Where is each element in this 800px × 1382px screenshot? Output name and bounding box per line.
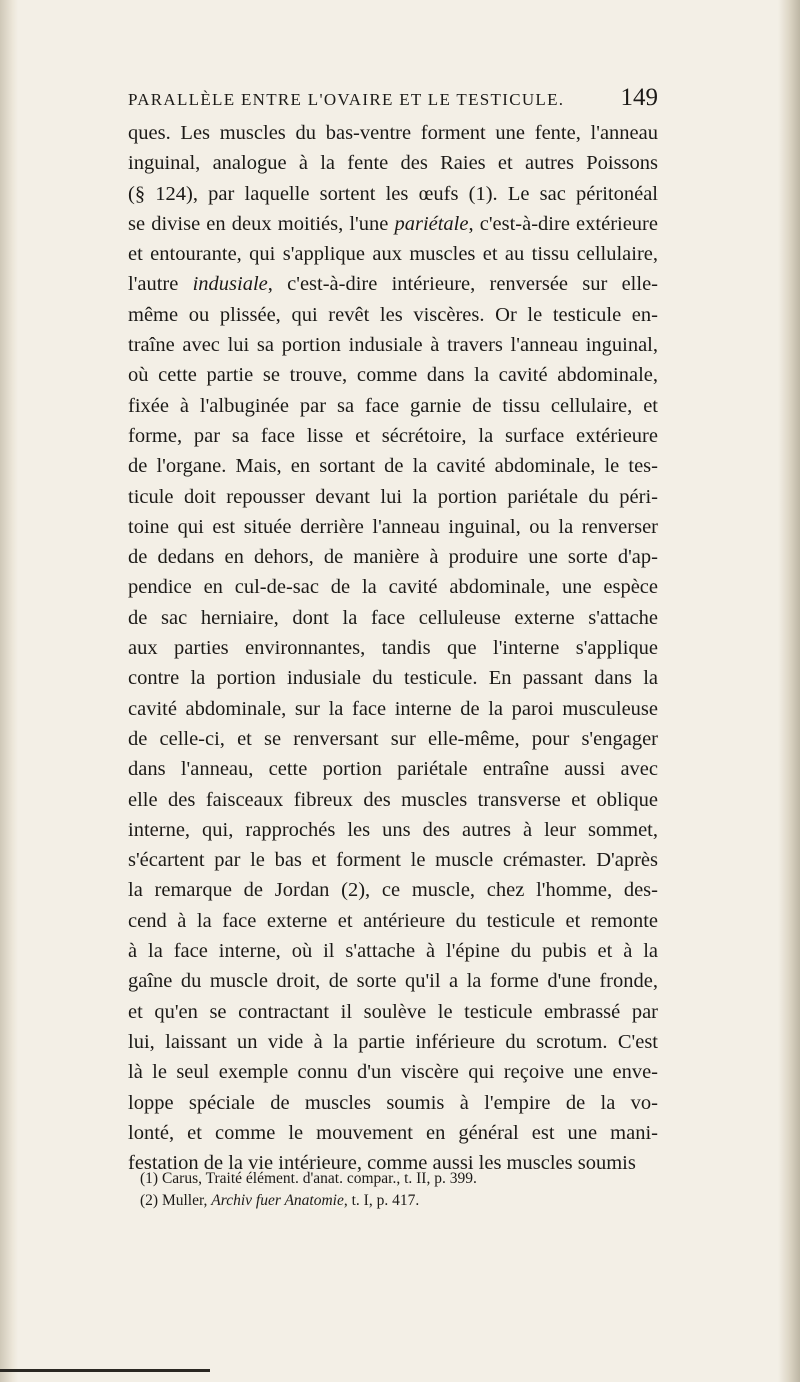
text-line-segment: et entourante, qui s'applique aux muscles et au tissu cellulaire, (128, 243, 658, 266)
text-line-segment: de l'organe. Mais, en sortant de la cavité abdominale, le tes- (128, 455, 658, 478)
text-line (128, 269, 658, 299)
text-line (128, 1027, 658, 1057)
text-line-segment: ques. Les muscles du bas-ventre forment une fente, l'anneau (128, 122, 658, 144)
text-line-segment: à la face interne, où il s'attache à l'épine du pubis et à la (128, 940, 658, 963)
text-line (128, 603, 658, 633)
text-line (128, 118, 658, 148)
text-line-segment: contre la portion indusiale du testicule. En passant dans la (128, 667, 658, 690)
text-line (128, 1057, 658, 1087)
text-line-segment: pariétale (394, 212, 469, 235)
text-line-segment: se divise en deux moitiés, l'une (128, 212, 395, 235)
text-line (128, 845, 658, 875)
text-line-segment: la remarque de Jordan (2), ce muscle, chez l'homme, des- (128, 879, 658, 902)
text-line-segment: lui, laissant un vide à la partie inférieure du scrotum. C'est (128, 1030, 658, 1053)
text-line (128, 633, 658, 663)
text-line (128, 300, 658, 330)
text-line (128, 997, 658, 1027)
text-line (128, 815, 658, 845)
text-line (128, 572, 658, 602)
text-line (128, 1088, 658, 1118)
text-line-segment: de dedans en dehors, de manière à produire une sorte d'ap- (128, 546, 658, 569)
text-line (128, 694, 658, 724)
text-line-segment: même ou plissée, qui revêt les viscères. Or le testicule en- (128, 303, 658, 326)
text-line (128, 663, 658, 693)
text-line (128, 936, 658, 966)
text-line-segment: , c'est-à-dire extérieure (468, 212, 658, 235)
text-line-segment: aux parties environnantes, tandis que l'interne s'applique (128, 637, 658, 660)
text-line (128, 148, 658, 178)
text-line (128, 754, 658, 784)
footnote-segment: , t. I, p. 417. (343, 1192, 420, 1209)
text-line (128, 209, 658, 239)
text-line-segment: interne, qui, rapprochés les uns des autres à leur sommet, (128, 818, 658, 841)
text-line (128, 785, 658, 815)
text-line-segment: elle des faisceaux fibreux des muscles transverse et oblique (128, 788, 658, 811)
text-line-segment: où cette partie se trouve, comme dans la cavité abdominale, (128, 364, 658, 387)
text-line-segment: festation de la vie intérieure, comme aussi les muscles soumis (128, 1152, 636, 1175)
text-line-segment: (§ 124), par laquelle sortent les œufs (1). Le sac péritonéal (128, 182, 658, 205)
text-line (128, 542, 658, 572)
text-line-segment: s'écartent par le bas et forment le muscle crémaster. D'après (128, 849, 658, 872)
text-line-segment: et qu'en se contractant il soulève le testicule embrassé par (128, 1000, 658, 1023)
footnote (140, 1190, 660, 1212)
text-line-segment: gaîne du muscle droit, de sorte qu'il a la forme d'une fronde, (128, 970, 658, 993)
page-right-edge (778, 0, 800, 1382)
text-line-segment: cend à la face externe et antérieure du testicule et remonte (128, 909, 658, 932)
text-line-segment: de sac herniaire, dont la face celluleuse externe s'attache (128, 606, 658, 629)
text-line-segment: toine qui est située derrière l'anneau inguinal, ou la renverser (128, 515, 658, 538)
text-line-segment: inguinal, analogue à la fente des Raies et autres Poissons (128, 152, 658, 175)
page-header (128, 86, 658, 116)
text-line (128, 421, 658, 451)
text-line-segment: traîne avec lui sa portion indusiale à travers l'anneau inguinal, (128, 334, 658, 357)
text-line (128, 875, 658, 905)
text-line-segment: indusiale (192, 273, 268, 296)
text-line-segment: là le seul exemple connu d'un viscère qui reçoive une enve- (128, 1061, 658, 1084)
bottom-rule (0, 1369, 210, 1372)
text-line (128, 724, 658, 754)
text-line (128, 360, 658, 390)
text-line (128, 482, 658, 512)
text-line-segment: forme, par sa face lisse et sécrétoire, la surface extérieure (128, 424, 658, 447)
text-line-segment: ticule doit repousser devant lui la portion pariétale du péri- (128, 485, 658, 508)
footnote (140, 1168, 660, 1190)
text-line (128, 906, 658, 936)
text-line (128, 512, 658, 542)
text-line (128, 966, 658, 996)
text-line (128, 330, 658, 360)
text-line-segment: dans l'anneau, cette portion pariétale entraîne aussi avec (128, 758, 658, 781)
footnotes (140, 1168, 660, 1212)
text-line (128, 239, 658, 269)
text-line-segment: de celle-ci, et se renversant sur elle-même, pour s'engager (128, 727, 658, 750)
text-line-segment: fixée à l'albuginée par sa face garnie de tissu cellulaire, et (128, 394, 658, 417)
running-head: PARALLÈLE ENTRE L'OVAIRE ET LE TESTICULE. (128, 90, 565, 109)
body-text (128, 118, 658, 1178)
footnote-segment: (1) Carus, Traité élément. d'anat. compar., t. II, p. 399. (140, 1170, 477, 1187)
text-line (128, 179, 658, 209)
text-line-segment: cavité abdominale, sur la face interne de la paroi musculeuse (128, 697, 658, 720)
text-line-segment: pendice en cul-de-sac de la cavité abdominale, une espèce (128, 576, 658, 599)
text-line-segment: loppe spéciale de muscles soumis à l'empire de la vo- (128, 1091, 658, 1114)
footnote-segment: Archiv fuer Anatomie (211, 1192, 344, 1209)
page-number: 149 (620, 84, 658, 111)
footnote-segment: (2) Muller, (140, 1192, 212, 1209)
text-line-segment: l'autre (128, 273, 193, 296)
text-line (128, 1118, 658, 1148)
text-line-segment: lonté, et comme le mouvement en général est une mani- (128, 1121, 658, 1144)
page-left-edge (0, 0, 18, 1382)
text-line (128, 451, 658, 481)
text-line-segment: , c'est-à-dire intérieure, renversée sur elle- (267, 273, 658, 296)
text-line (128, 391, 658, 421)
